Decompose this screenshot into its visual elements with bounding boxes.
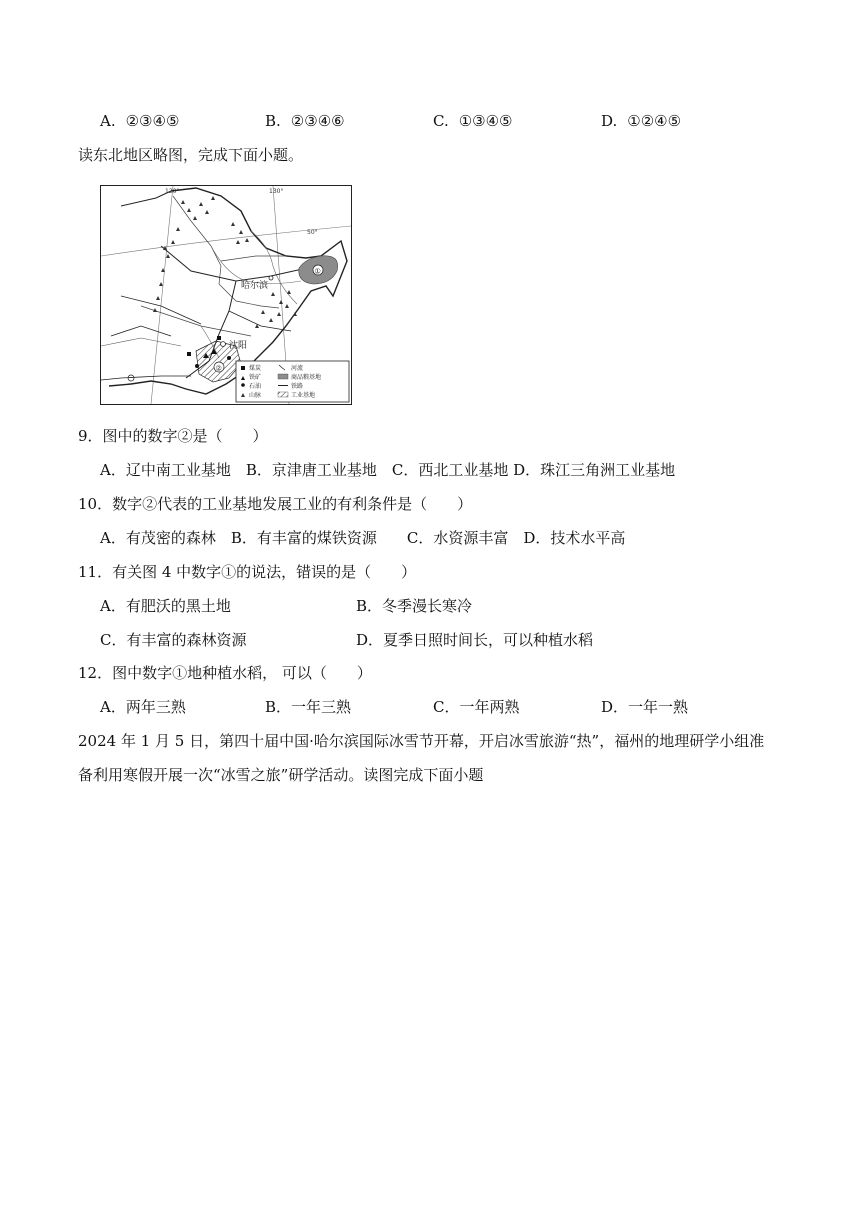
legend-iron: 铁矿 bbox=[249, 374, 262, 381]
map-svg bbox=[101, 186, 351, 404]
q11-option-d: D．夏季日照时间长，可以种植水稻 bbox=[356, 631, 594, 649]
q10-stem: 10．数字②代表的工业基地发展工业的有利条件是（ ） bbox=[78, 495, 473, 513]
passage-line-1: 2024 年 1 月 5 日，第四十届中国·哈尔滨国际冰雪节开幕，开启冰雪旅游“热”，福州的地理研学小组准 bbox=[78, 732, 765, 750]
q8-option-a: A. ②③④⑤ bbox=[100, 112, 180, 130]
legend-grain-base: 商品粮基地 bbox=[291, 374, 322, 381]
legend-mountain: 山脉 bbox=[249, 392, 262, 399]
map-legend bbox=[236, 361, 349, 402]
q10-options: A．有茂密的森林 B．有丰富的煤铁资源 C．水资源丰富 D．技术水平高 bbox=[100, 529, 626, 547]
legend-railway: 铁路 bbox=[291, 383, 304, 390]
q11-option-a: A．有肥沃的黑土地 bbox=[100, 597, 231, 615]
q11-stem: 11．有关图 4 中数字①的说法，错误的是（ ） bbox=[78, 563, 417, 581]
q8-option-c: C. ①③④⑤ bbox=[433, 112, 513, 130]
q12-option-c: C．一年两熟 bbox=[433, 698, 520, 716]
map-intro: 读东北地区略图，完成下面小题。 bbox=[78, 146, 304, 164]
northeast-china-map bbox=[100, 185, 352, 405]
q8-option-d: D. ①②④⑤ bbox=[601, 112, 682, 130]
q11-option-b: B．冬季漫长寒冷 bbox=[356, 597, 473, 615]
legend-industrial-base: 工业基地 bbox=[291, 392, 316, 399]
q12-option-b: B．一年三熟 bbox=[265, 698, 352, 716]
q9-stem: 9．图中的数字②是（ ） bbox=[78, 427, 268, 445]
q12-option-d: D．一年一熟 bbox=[601, 698, 689, 716]
passage-line-2: 备利用寒假开展一次“冰雪之旅”研学活动。读图完成下面小题 bbox=[78, 766, 484, 784]
lon-130-label: 130° bbox=[269, 188, 284, 195]
marker-2: ② bbox=[215, 364, 222, 373]
lon-120-label: 120° bbox=[165, 188, 180, 195]
q9-options: A．辽中南工业基地 B．京津唐工业基地 C．西北工业基地 D．珠江三角洲工业基地 bbox=[100, 461, 676, 479]
city-shenyang-label: 沈阳 bbox=[229, 341, 248, 351]
city-harbin-label: 哈尔滨 bbox=[241, 281, 269, 291]
q8-option-b: B. ②③④⑥ bbox=[265, 112, 345, 130]
q11-option-c: C．有丰富的森林资源 bbox=[100, 631, 247, 649]
legend-oil: 石油 bbox=[249, 383, 262, 390]
legend-river: 河流 bbox=[291, 365, 304, 372]
q12-option-a: A．两年三熟 bbox=[100, 698, 186, 716]
q12-stem: 12．图中数字①地种植水稻， 可以（ ） bbox=[78, 664, 372, 682]
lat-50-label: 50° bbox=[307, 229, 318, 236]
legend-coal: 煤炭 bbox=[249, 365, 262, 372]
marker-1: ① bbox=[314, 267, 321, 276]
